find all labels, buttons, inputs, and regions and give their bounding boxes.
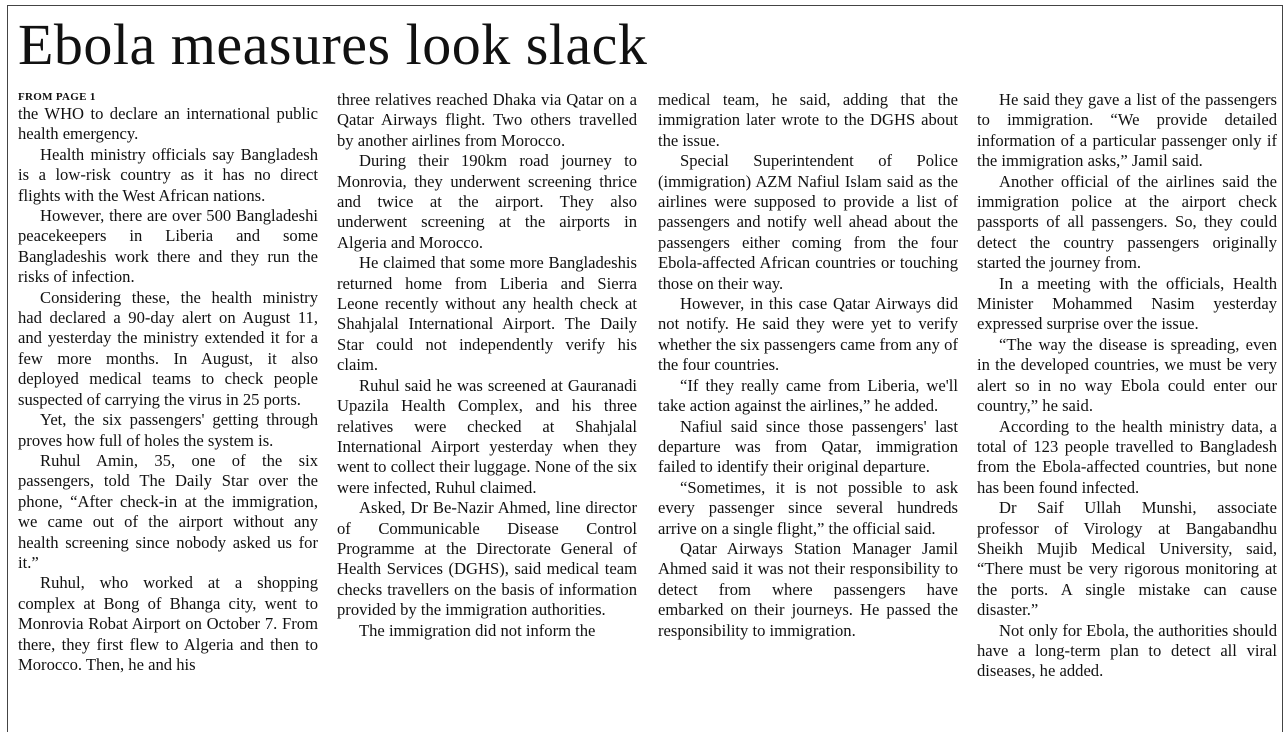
paragraph: However, in this case Qatar Airways did not notify. He said they were yet to verify whether the six passengers came from any of the four countries.	[658, 294, 958, 375]
paragraph: three relatives reached Dhaka via Qatar on a Qatar Airways flight. Two others travelled by another airlines from Morocco.	[337, 90, 637, 150]
paragraph: Yet, the six passengers' getting through proves how full of holes the system is.	[18, 410, 318, 450]
paragraph: However, there are over 500 Bangladeshi peacekeepers in Liberia and some Bangladeshis work there and they run the risks of infection.	[18, 206, 318, 287]
paragraph: Considering these, the health ministry had declared a 90-day alert on August 11, and yesterday the ministry extended it for a few more months. In August, it also deployed medical teams to check people suspected of carrying the virus in 25 ports.	[18, 287, 318, 409]
paragraph: Another official of the airlines said the immigration police at the airport check passports of all passengers. So, they could detect the country passengers originally started the journey from.	[977, 171, 1277, 273]
paragraph: “The way the disease is spreading, even in the developed countries, we must be very alert so in no way Ebola could enter our country,” he said.	[977, 334, 1277, 416]
paragraph: Asked, Dr Be-Nazir Ahmed, line director of Communicable Disease Control Programme at the Directorate General of Health Services (DGHS), said medical team checks travellers on the basis of information provided by the immigration authorities.	[337, 498, 637, 620]
paragraph: During their 190km road journey to Monrovia, they underwent screening thrice and twice at the airport. They also underwent screening at the airports in Algeria and Morocco.	[337, 151, 637, 252]
paragraph: Nafiul said since those passengers' last departure was from Qatar, immigration failed to identify their original departure.	[658, 416, 958, 477]
paragraph: Ruhul said he was screened at Gauranadi Upazila Health Complex, and his three relatives were checked at Shahjalal International Airport yesterday when they went to collect their luggage. None of the six were infected, Ruhul claimed.	[337, 375, 637, 497]
paragraph: He said they gave a list of the passengers to immigration. “We provide detailed information of a particular passenger only if the immigration asks,” Jamil said.	[977, 90, 1277, 171]
newspaper-page	[7, 5, 1283, 732]
paragraph: “Sometimes, it is not possible to ask every passenger since several hundreds arrive on a single flight,” the official said.	[658, 477, 958, 538]
column-2	[337, 90, 637, 735]
paragraph: medical team, he said, adding that the immigration later wrote to the DGHS about the issue.	[658, 90, 958, 150]
paragraph: Qatar Airways Station Manager Jamil Ahmed said it was not their responsibility to detect from where passengers have embarked on their journeys. He passed the responsibility to immigration.	[658, 538, 958, 640]
paragraph: According to the health ministry data, a total of 123 people travelled to Bangladesh from the Ebola-affected countries, but none has been found infected.	[977, 416, 1277, 497]
paragraph: In a meeting with the officials, Health Minister Mohammed Nasim yesterday expressed surprise over the issue.	[977, 273, 1277, 334]
kicker-from-page-1: FROM PAGE 1	[18, 91, 96, 103]
paragraph: Ruhul, who worked at a shopping complex at Bong of Bhanga city, went to Monrovia Robat Airport on October 7. From there, they first flew to Algeria and then to Morocco. Then, he and his	[18, 573, 318, 674]
column-4	[977, 90, 1277, 735]
paragraph: He claimed that some more Bangladeshis returned home from Liberia and Sierra Leone recently without any health check at Shahjalal International Airport. The Daily Star could not independently verify his claim.	[337, 253, 637, 375]
paragraph: Health ministry officials say Bangladesh is a low-risk country as it has no direct flights with the West African nations.	[18, 144, 318, 205]
paragraph: Special Superintendent of Police (immigration) AZM Nafiul Islam said as the airlines were supposed to provide a list of passengers and notify well ahead about the passengers either coming from the four Ebola-affected African countries or touching those on their way.	[658, 151, 958, 293]
paragraph: Not only for Ebola, the authorities should have a long-term plan to detect all viral diseases, he added.	[977, 620, 1277, 681]
paragraph: the WHO to declare an international public health emergency.	[18, 104, 318, 144]
paragraph: “If they really came from Liberia, we'll take action against the airlines,” he added.	[658, 375, 958, 416]
column-1	[18, 90, 318, 735]
headline: Ebola measures look slack	[18, 12, 648, 77]
column-3	[658, 90, 958, 735]
paragraph: Dr Saif Ullah Munshi, associate professor of Virology at Bangabandhu Sheikh Mujib Medical University, said, “There must be very rigorous monitoring at the ports. A single mistake can cause disaster.”	[977, 498, 1277, 620]
paragraph: The immigration did not inform the	[359, 620, 596, 640]
paragraph: Ruhul Amin, 35, one of the six passengers, told The Daily Star over the phone, “After check-in at the immigration, we came out of the airport without any health screening since nobody asked us for it.”	[18, 450, 318, 572]
